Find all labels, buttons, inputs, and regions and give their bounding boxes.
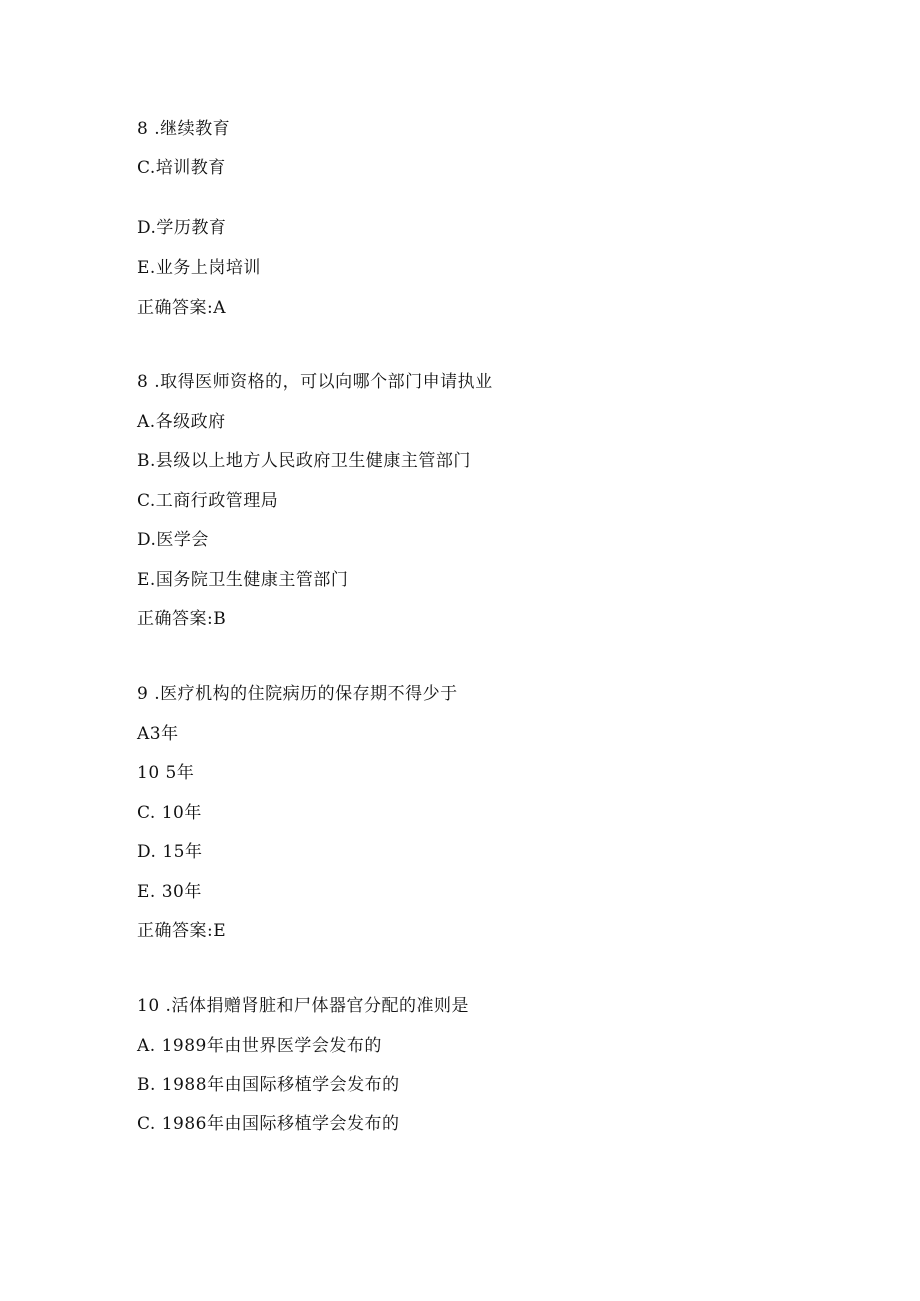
option-line: 10 5年	[137, 763, 195, 783]
option-line: C. 10年	[137, 803, 202, 823]
option-line: C.培训教育	[137, 158, 226, 178]
option-line: B. 1988年由国际移植学会发布的	[137, 1075, 400, 1095]
option-line: E.国务院卫生健康主管部门	[137, 570, 349, 590]
question-line: 8 .取得医师资格的，可以向哪个部门申请执业	[137, 372, 493, 392]
option-line: E.业务上岗培训	[137, 258, 261, 278]
option-line: C.工商行政管理局	[137, 491, 279, 511]
question-line: 10 .活体捐赠肾脏和尸体器官分配的准则是	[137, 996, 469, 1016]
option-line: D. 15年	[137, 842, 203, 862]
option-line: B.县级以上地方人民政府卫生健康主管部门	[137, 451, 471, 471]
option-line: A. 1989年由世界医学会发布的	[137, 1036, 382, 1056]
option-line: D.学历教育	[137, 218, 227, 238]
option-line: E. 30年	[137, 882, 202, 902]
option-line: A3年	[137, 724, 179, 744]
option-line: C. 1986年由国际移植学会发布的	[137, 1114, 400, 1134]
answer-line: 正确答案:E	[137, 921, 227, 941]
question-line: 8 .继续教育	[137, 119, 231, 139]
answer-line: 正确答案:A	[137, 298, 227, 318]
option-line: D.医学会	[137, 530, 209, 550]
option-line: A.各级政府	[137, 412, 226, 432]
answer-line: 正确答案:B	[137, 609, 227, 629]
question-line: 9 .医疗机构的住院病历的保存期不得少于	[137, 684, 458, 704]
